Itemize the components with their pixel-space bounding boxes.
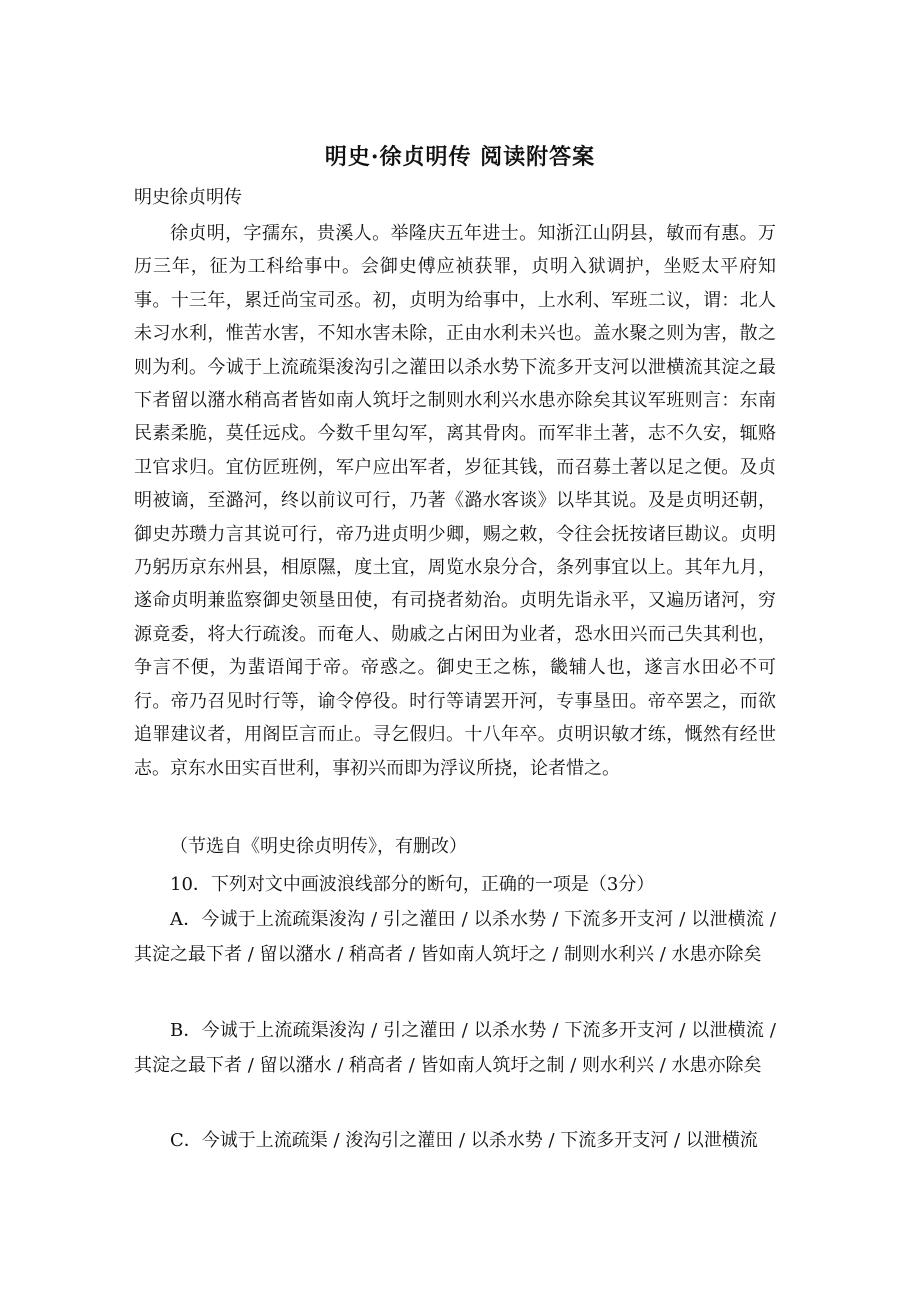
option-a: A．今诚于上流疏渠浚沟 / 引之灌田 / 以杀水势 / 下流多开支河 / 以泄横流 / 其淀之最下者 / 留以潴水 / 稍高者 / 皆如南人筑圩之 / 制则水利兴 / 水患亦除矣 bbox=[134, 909, 776, 965]
option-b: B．今诚于上流疏渠浚沟 / 引之灌田 / 以杀水势 / 下流多开支河 / 以泄横流 / 其淀之最下者 / 留以潴水 / 稍高者 / 皆如南人筑圩之制 / 则水利兴 / 水患亦除矣 bbox=[134, 1020, 776, 1076]
question-10: 10．下列对文中画波浪线部分的断句，正确的一项是（3分） bbox=[170, 874, 655, 895]
source-note: （节选自《明史徐贞明传》，有删改） bbox=[170, 836, 467, 857]
option-c: C．今诚于上流疏渠 / 浚沟引之灌田 / 以杀水势 / 下流多开支河 / 以泄横流 bbox=[170, 1130, 758, 1151]
document-subtitle: 明史徐贞明传 bbox=[134, 187, 242, 208]
document-title: 明史·徐贞明传 阅读附答案 bbox=[324, 144, 596, 170]
passage-paragraph: 徐贞明，字孺东，贵溪人。举隆庆五年进士。知浙江山阴县，敏而有惠。万历三年，征为工科给事中。会御史傅应祯获罪，贞明入狱调护，坐贬太平府知事。十三年，累迁尚宝司丞。初，贞明为给事中，上水利、军班二议，谓：北人未习水利，惟苦水害，不知水害未除，正由水利未兴也。盖水聚之则为害，散之则为利。今诚于上流疏渠浚沟引之灌田以杀水势下流多开支河以泄横流其淀之最下者留以潴水稍高者皆如南人筑圩之制则水利兴水患亦除矣其议军班则言：东南民素柔脆，莫任远戍。今数千里勾军，离其骨肉。而军非土著，志不久安，辄赂卫官求归。宜仿匠班例，军户应出军者，岁征其钱，而召募土著以足之便。及贞明被谪，至潞河，终以前议可行，乃著《潞水客谈》以毕其说。及是贞明还朝，御史苏瓒力言其说可行，帝乃进贞明少卿，赐之敕，令往会抚按诸巨勘议。贞明乃躬历京东州县，相原隰，度土宜，周览水泉分合，条列事宜以上。其年九月，遂命贞明兼监察御史领垦田使，有司挠者劾治。贞明先诣永平，又遍历诸河，穷源竟委，将大行疏浚。而奄人、勋戚之占闲田为业者，恐水田兴而己失其利也，争言不便，为蜚语闻于帝。帝惑之。御史王之栋，畿辅人也，遂言水田必不可行。帝乃召见时行等，谕令停役。时行等请罢开河，专事垦田。帝卒罢之，而欲追罪建议者，用阁臣言而止。寻乞假归。十八年卒。贞明识敏才练，慨然有经世志。京东水田实百世利，事初兴而即为浮议所挠，论者惜之。 bbox=[134, 223, 776, 779]
